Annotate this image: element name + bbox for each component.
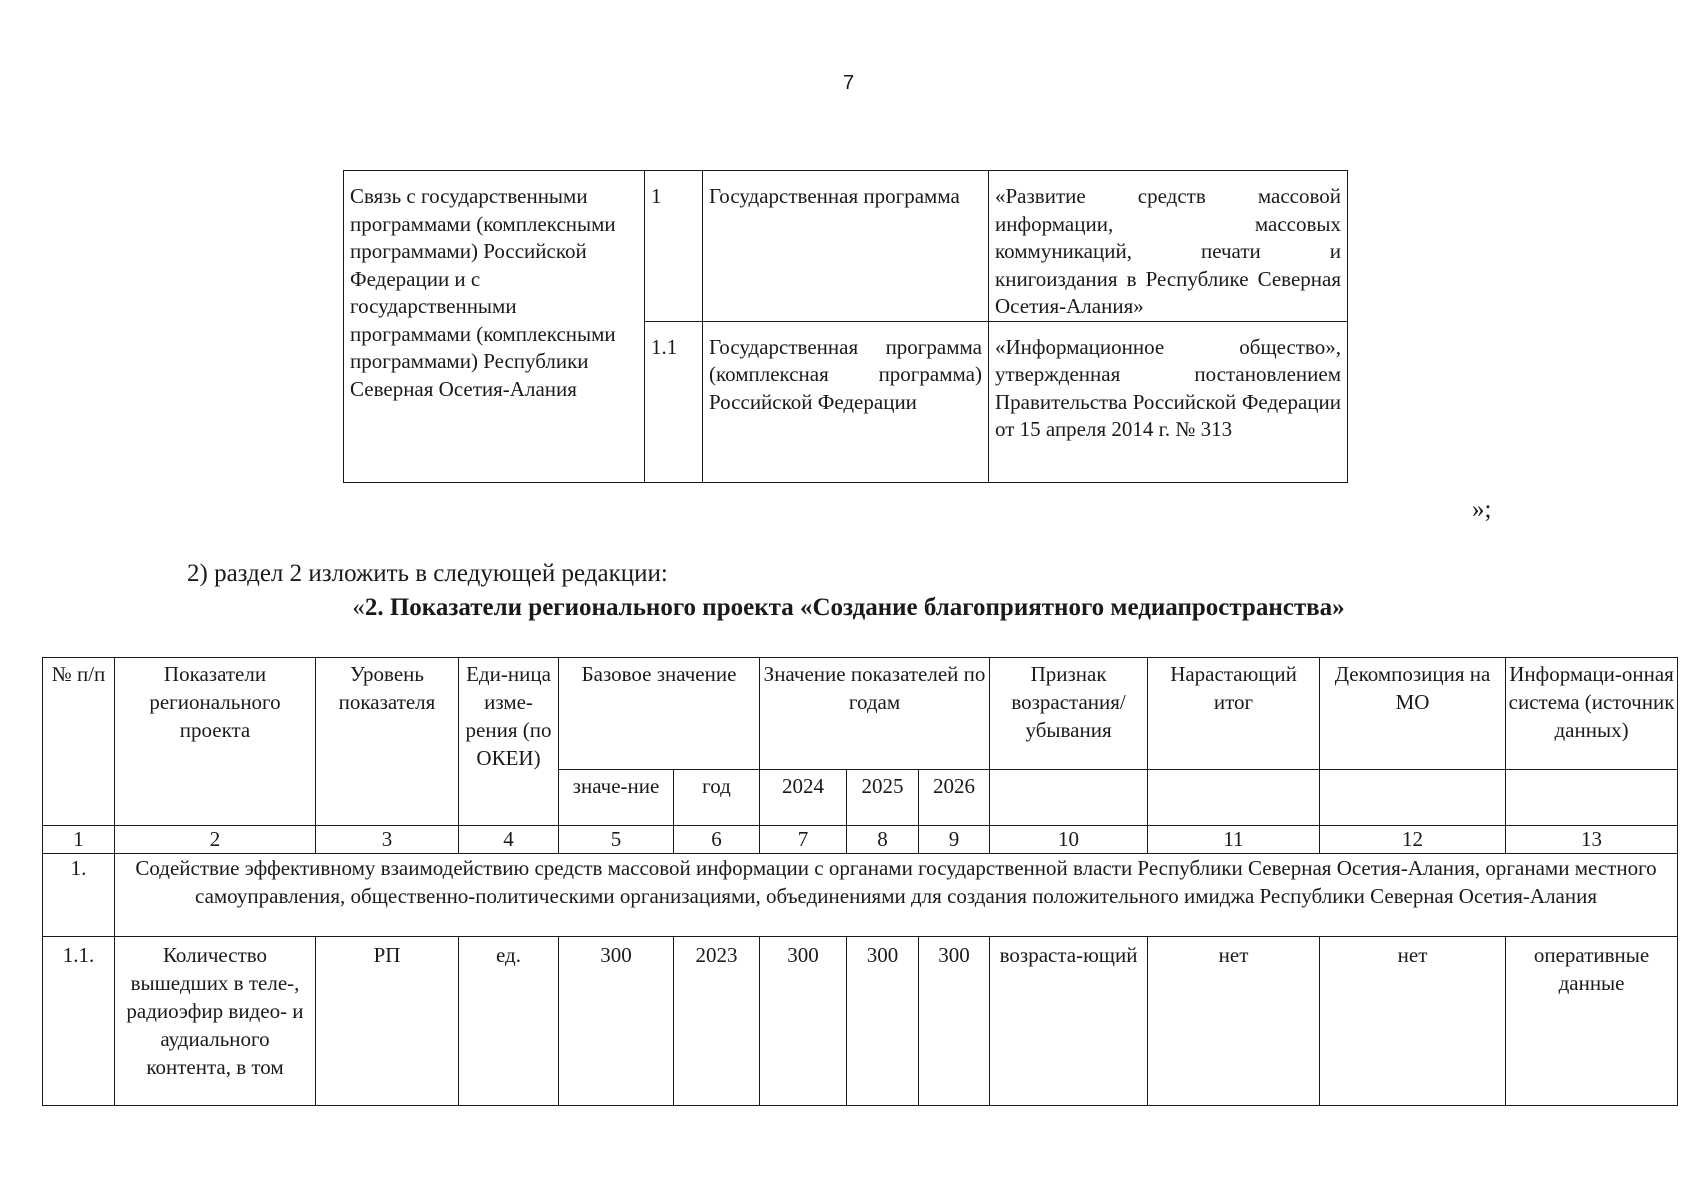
closing-quote: »; [1472, 496, 1492, 523]
program-name: «Информационное общество», утвержденная постановлением Правительства Российской Федерации от 15 апреля 2014 г. № 313 [989, 321, 1348, 482]
header-source: Информаци-онная система (источник данных) [1506, 658, 1678, 770]
program-number: 1.1 [645, 321, 703, 482]
column-number: 5 [559, 826, 674, 854]
indicators-table [42, 657, 1678, 1106]
cumulative-total: нет [1148, 937, 1320, 1106]
group-row [43, 854, 1678, 937]
section-title-open-quote: « [352, 594, 365, 621]
column-number: 4 [459, 826, 559, 854]
table-row [43, 937, 1678, 1106]
column-number: 11 [1148, 826, 1320, 854]
column-number: 13 [1506, 826, 1678, 854]
group-number: 1. [43, 854, 115, 937]
column-number: 1 [43, 826, 115, 854]
program-type: Государственная программа (комплексная программа) Российской Федерации [703, 321, 989, 482]
column-number: 6 [674, 826, 760, 854]
value-2025: 300 [847, 937, 919, 1106]
header-row [43, 658, 1678, 770]
program-name: «Развитие средств массовой информации, массовых коммуникаций, печати и книгоиздания в Республике Северная Осетия-Алания» [989, 171, 1348, 322]
header-year-2026: 2026 [919, 770, 990, 826]
amendment-item-text: 2) раздел 2 изложить в следующей редакции: [187, 560, 668, 587]
header-unit: Еди-ница изме-рения (по ОКЕИ) [459, 658, 559, 826]
value-2026: 300 [919, 937, 990, 1106]
header-cumulative: Нарастающий итог [1148, 658, 1320, 770]
section-title [0, 594, 1697, 622]
program-number: 1 [645, 171, 703, 322]
header-values: Значение показателей по годам [760, 658, 990, 770]
column-number: 10 [990, 826, 1148, 854]
indicator-level: РП [316, 937, 459, 1106]
page-number: 7 [842, 72, 855, 94]
header-decomposition: Декомпозиция на МО [1320, 658, 1506, 770]
column-number: 7 [760, 826, 847, 854]
header-num: № п/п [43, 658, 115, 826]
base-year: 2023 [674, 937, 760, 1106]
trend-sign: возраста-ющий [990, 937, 1148, 1106]
column-number-row [43, 826, 1678, 854]
column-number: 9 [919, 826, 990, 854]
program-links-label: Связь с государственными программами (комплексными программами) Российской Федерации и с государственными программами (комплексными программами) Республики Северная Осетия-Алания [344, 171, 645, 483]
section-title-text: 2. Показатели регионального проекта «Создание благоприятного медиапространства» [364, 594, 1345, 621]
program-links-table [343, 170, 1348, 483]
indicator-name: Количество вышедших в теле-, радиоэфир видео- и аудиального контента, в том [115, 937, 316, 1106]
group-title: Содействие эффективному взаимодействию средств массовой информации с органами государственной власти Республики Северная Осетия-Алания, органами местного самоуправления, общественно-политическими организациями, объединениями для создания положительного имиджа Республики Северная Осетия-Алания [115, 854, 1678, 937]
header-indicator: Показатели регионального проекта [115, 658, 316, 826]
header-empty-cell [1148, 770, 1320, 826]
column-number: 2 [115, 826, 316, 854]
header-trend: Признак возрастания/ убывания [990, 658, 1148, 770]
header-base-year: год [674, 770, 760, 826]
column-number: 3 [316, 826, 459, 854]
header-empty-cell [1320, 770, 1506, 826]
column-number: 12 [1320, 826, 1506, 854]
header-year-2025: 2025 [847, 770, 919, 826]
table-row [344, 171, 1348, 322]
header-level: Уровень показателя [316, 658, 459, 826]
row-number: 1.1. [43, 937, 115, 1106]
header-base-value: значе-ние [559, 770, 674, 826]
indicator-unit: ед. [459, 937, 559, 1106]
header-empty-cell [1506, 770, 1678, 826]
data-source: оперативные данные [1506, 937, 1678, 1106]
header-year-2024: 2024 [760, 770, 847, 826]
header-empty-cell [990, 770, 1148, 826]
value-2024: 300 [760, 937, 847, 1106]
base-value: 300 [559, 937, 674, 1106]
decomposition-mo: нет [1320, 937, 1506, 1106]
column-number: 8 [847, 826, 919, 854]
header-base: Базовое значение [559, 658, 760, 770]
program-type: Государственная программа [703, 171, 989, 322]
